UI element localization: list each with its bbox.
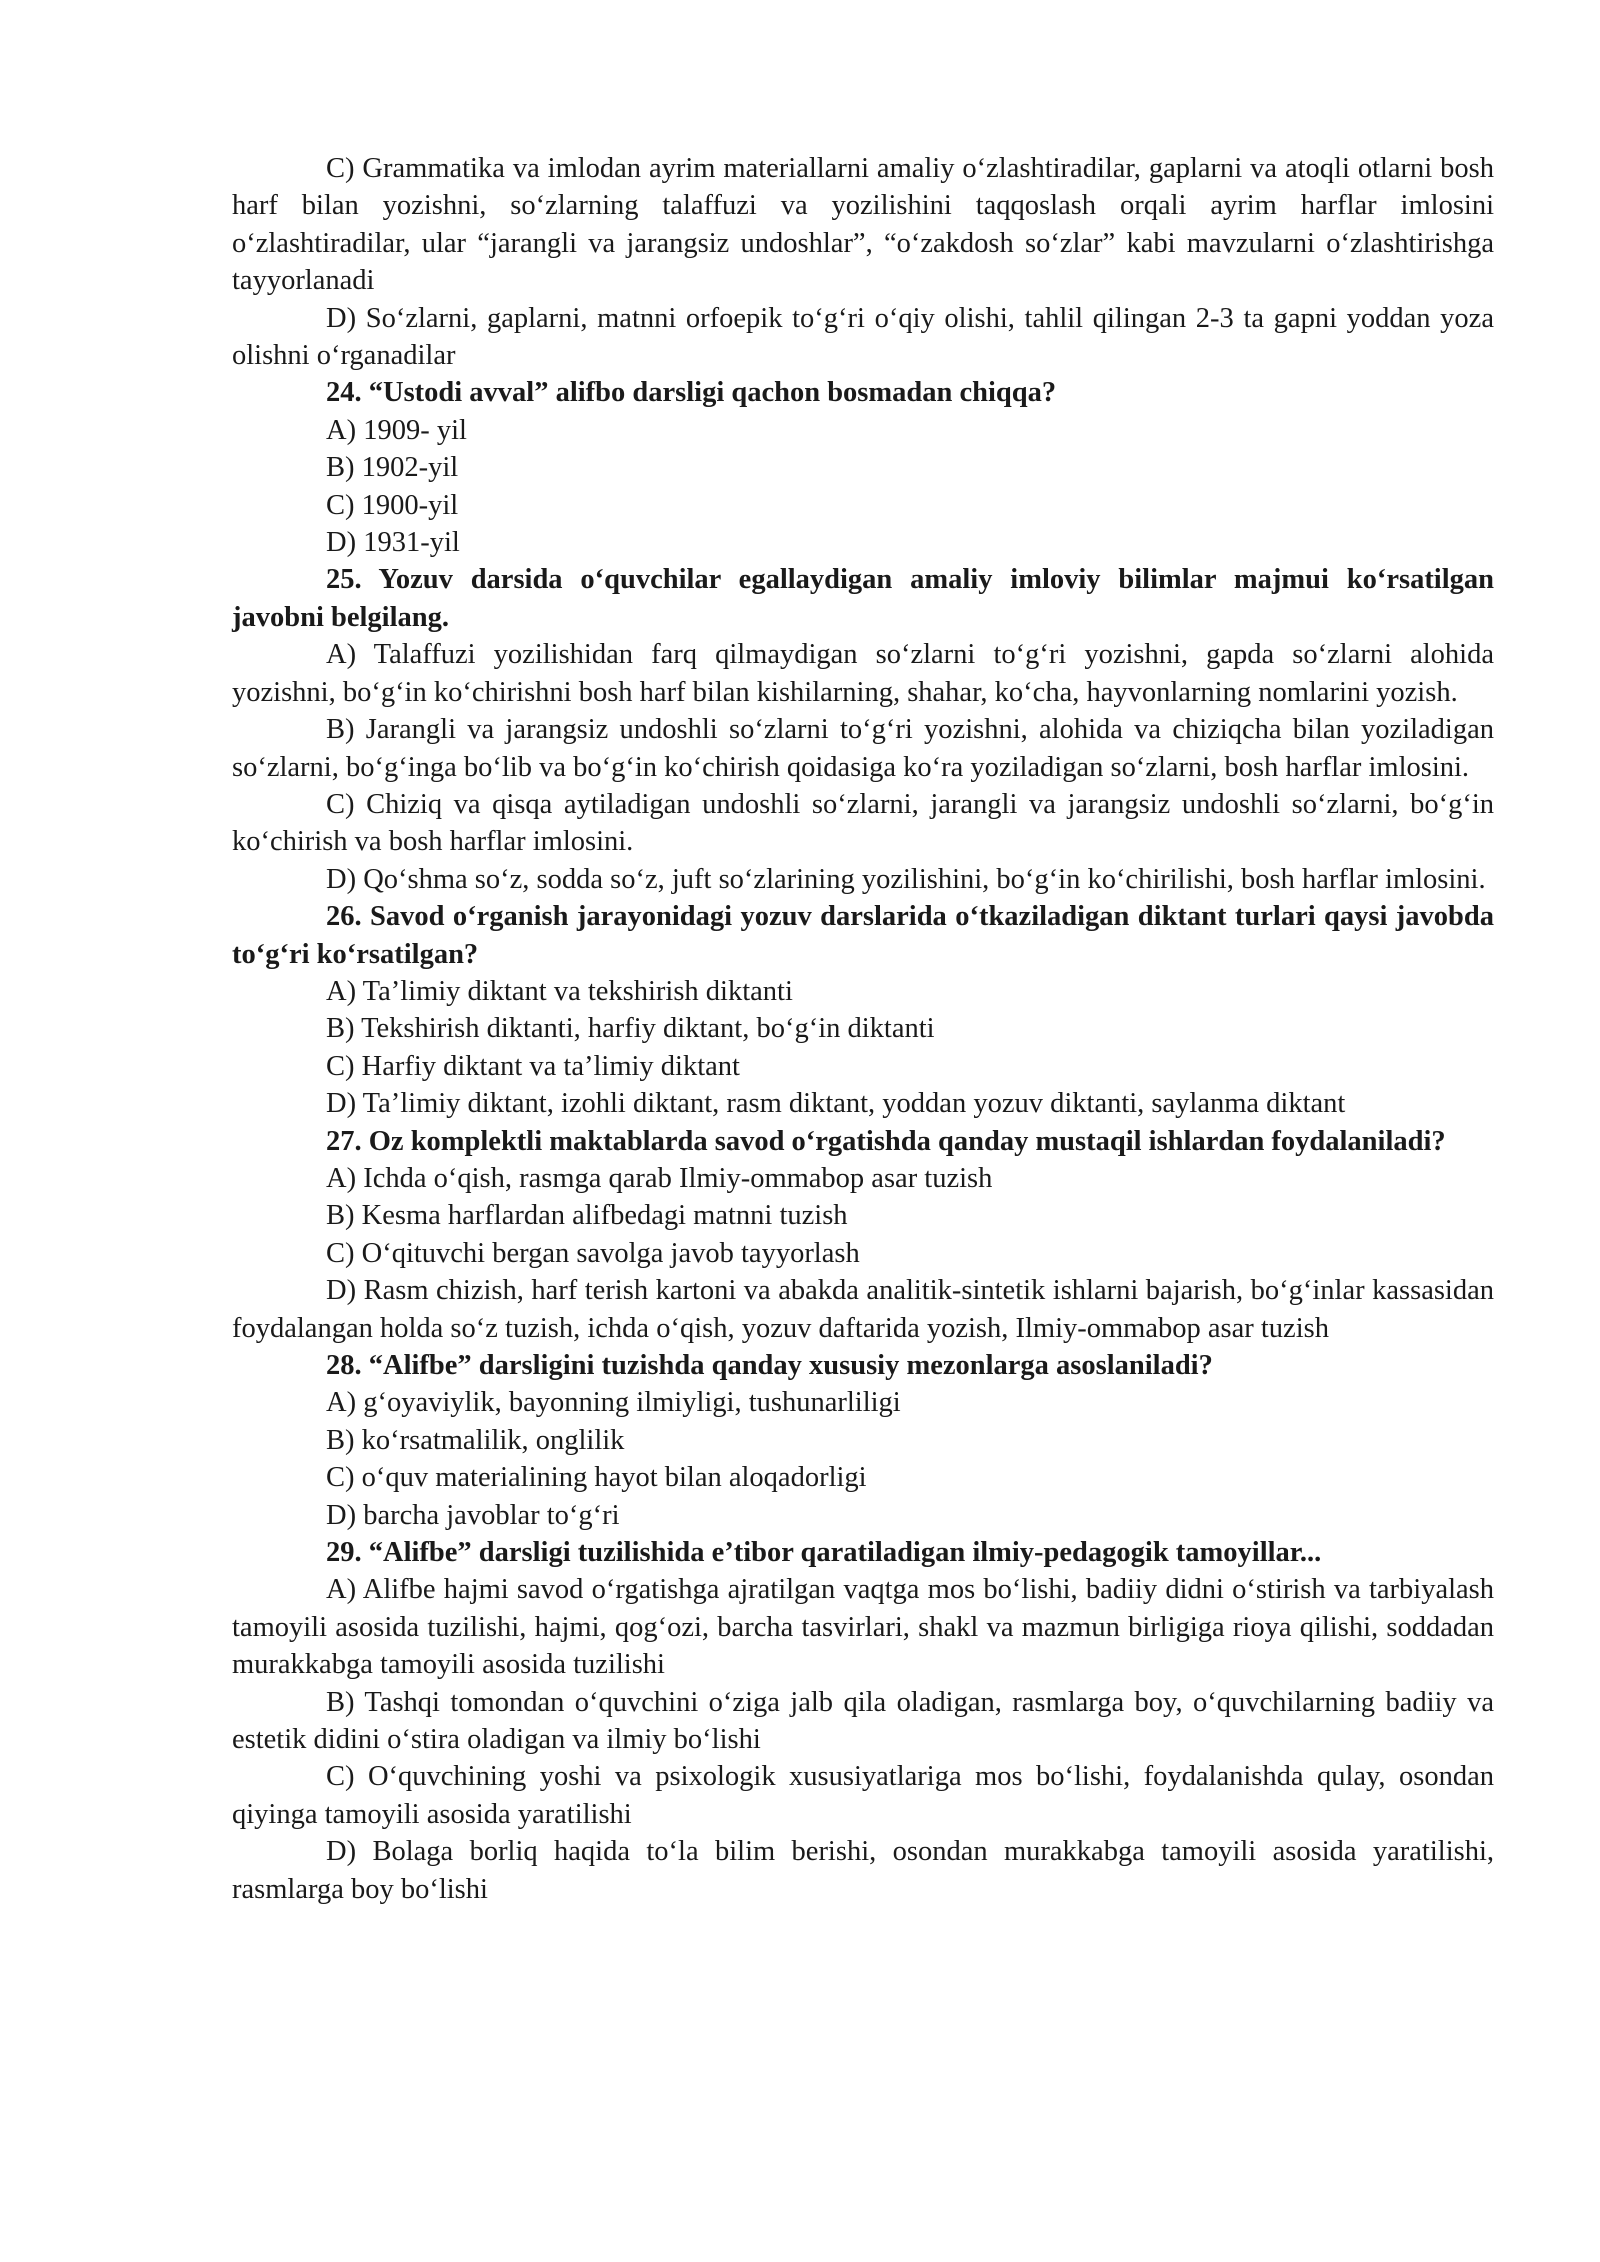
q28-option-c: C) o‘quv materialining hayot bilan aloqadorligi [326,1462,867,1494]
q28-option-d: D) barcha javoblar to‘g‘ri [326,1499,620,1531]
q29-option-d: D) Bolaga borliq haqida to‘la bilim berishi, osondan murakkabga tamoyili asosida yaratilishi, rasmlarga boy bo‘lishi [232,1836,1494,1905]
q29-option-b: B) Tashqi tomondan o‘quvchini o‘ziga jalb qila oladigan, rasmlarga boy, o‘quvchilarning badiiy va estetik didini o‘stira oladigan va ilmiy bo‘lishi [232,1686,1494,1756]
q29-option-c: C) O‘quvchining yoshi va psixologik xususiyatlariga mos bo‘lishi, foydalanishda qulay, osondan qiyinga tamoyili asosida yaratilishi [232,1761,1494,1830]
prev-option-d: D) So‘zlarni, gaplarni, matnni orfoepik to‘g‘ri o‘qiy olishi, tahlil qilingan 2-3 ta gapni yoddan yoza olishni o‘rganadilar [232,302,1494,372]
q26-option-a: A) Ta’limiy diktant va tekshirish diktanti [326,975,793,1007]
q24-option-a: A) 1909- yil [326,414,467,446]
question-27: 27. Oz komplektli maktablarda savod o‘rgatishda qanday mustaqil ishlardan foydalaniladi? [326,1125,1446,1157]
q25-option-b: B) Jarangli va jarangsiz undoshli so‘zlarni to‘g‘ri yozishni, alohida va chiziqcha bilan yoziladigan so‘zlarni, bo‘g‘inga bo‘lib va bo‘g‘in ko‘chirish qoidasiga ko‘ra yoziladigan so‘zlarni, bosh harflar imlosini. [232,714,1494,783]
q27-option-c: C) O‘qituvchi bergan savolga javob tayyorlash [326,1237,860,1269]
q27-option-a: A) Ichda o‘qish, rasmga qarab Ilmiy-ommabop asar tuzish [326,1162,993,1194]
q28-option-b: B) ko‘rsatmalilik, onglilik [326,1424,625,1456]
q25-option-d: D) Qo‘shma so‘z, sodda so‘z, juft so‘zlarining yozilishini, bo‘g‘in ko‘chirilishi, bosh harflar imlosini. [326,863,1486,895]
q27-option-d: D) Rasm chizish, harf terish kartoni va abakda analitik-sintetik ishlarni bajarish, bo‘g‘inlar kassasidan foydalangan holda so‘z tuzish, ichda o‘qish, yozuv daftarida yozish, Ilmiy-ommabop asar tuzish [232,1275,1494,1344]
prev-option-c: C) Grammatika va imlodan ayrim materiallarni amaliy o‘zlashtiradilar, gaplarni va atoqli otlarni bosh harf bilan yozishni, so‘zlarning talaffuzi va yozilishini taqqoslash orqali ayrim harflar imlosini o‘zlashtiradilar, ular “jarangli va jarangsiz undoshlar”, “o‘zakdosh so‘zlar” kabi mavzularni o‘zlashtirishga tayyorlanadi [232,153,1494,297]
q26-option-b: B) Tekshirish diktanti, harfiy diktant, bo‘g‘in diktanti [326,1013,935,1045]
q28-option-a: A) g‘oyaviylik, bayonning ilmiyligi, tushunarliligi [326,1387,901,1419]
document-page [232,150,1494,1908]
q29-option-a: A) Alifbe hajmi savod o‘rgatishga ajratilgan vaqtga mos bo‘lishi, badiiy didni o‘stirish va tarbiyalash tamoyili asosida tuzilishi, hajmi, qog‘ozi, barcha tasvirlari, shakl va mazmun birligiga rioya qilishi, soddadan murakkabga tamoyili asosida tuzilishi [232,1574,1494,1681]
question-28: 28. “Alifbe” darsligini tuzishda qanday xususiy mezonlarga asoslaniladi? [326,1350,1213,1381]
question-29: 29. “Alifbe” darsligi tuzilishida e’tibor qaratiladigan ilmiy-pedagogik tamoyillar... [326,1537,1322,1569]
q24-option-d: D) 1931-yil [326,527,460,559]
q26-option-c: C) Harfiy diktant va ta’limiy diktant [326,1050,740,1082]
q26-option-d: D) Ta’limiy diktant, izohli diktant, rasm diktant, yoddan yozuv diktanti, saylanma diktant [326,1088,1346,1120]
q27-option-b: B) Kesma harflardan alifbedagi matnni tuzish [326,1200,848,1232]
question-25: 25. Yozuv darsida o‘quvchilar egallaydigan amaliy imloviy bilimlar majmui ko‘rsatilgan javobni belgilang. [232,564,1494,633]
q24-option-c: C) 1900-yil [326,489,459,521]
question-24: 24. “Ustodi avval” alifbo darsligi qachon bosmadan chiqqa? [326,377,1057,409]
q24-option-b: B) 1902-yil [326,452,459,484]
question-26: 26. Savod o‘rganish jarayonidagi yozuv darslarida o‘tkaziladigan diktant turlari qaysi javobda to‘g‘ri ko‘rsatilgan? [232,901,1494,970]
q25-option-c: C) Chiziq va qisqa aytiladigan undoshli so‘zlarni, jarangli va jarangsiz undoshli so‘zlarni, bo‘g‘in ko‘chirish va bosh harflar imlosini. [232,788,1494,858]
q25-option-a: A) Talaffuzi yozilishidan farq qilmaydigan so‘zlarni to‘g‘ri yozishni, gapda so‘zlarni alohida yozishni, bo‘g‘in ko‘chirishni bosh harf bilan kishilarning, shahar, ko‘cha, hayvonlarning nomlarini yozish. [232,639,1494,708]
